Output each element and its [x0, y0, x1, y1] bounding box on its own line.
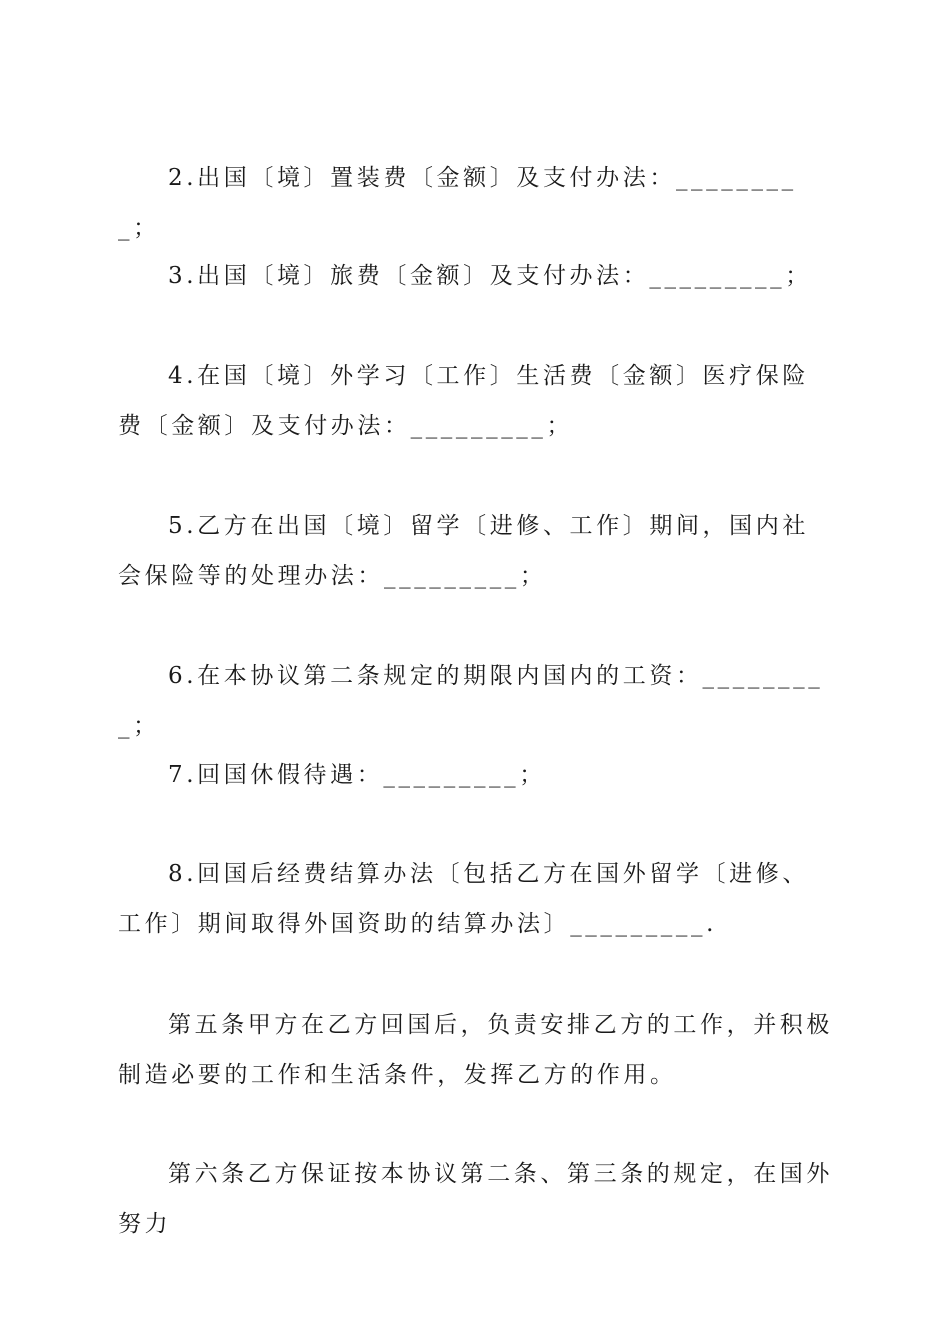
- paragraph-article-5: 第五条甲方在乙方回国后，负责安排乙方的工作，并积极制造必要的工作和生活条件，发挥乙方的作用。: [118, 1012, 833, 1088]
- paragraph-item-2-outfitting-fee: 2.出国〔境〕置装费〔金额〕及支付办法：_________；: [118, 165, 797, 241]
- paragraph-article-6: 第六条乙方保证按本协议第二条、第三条的规定，在国外努力: [118, 1161, 833, 1237]
- paragraph-item-4-living-expenses: 4.在国〔境〕外学习〔工作〕生活费〔金额〕医疗保险费〔金额〕及支付办法：_________；: [118, 363, 809, 439]
- paragraph-item-8-expense-settlement: 8.回国后经费结算办法〔包括乙方在国外留学〔进修、工作〕期间取得外国资助的结算办法〕_________.: [118, 861, 809, 937]
- paragraph-item-7-home-leave: 7.回国休假待遇：_________；: [168, 762, 546, 788]
- paragraph-item-5-social-insurance: 5.乙方在出国〔境〕留学〔进修、工作〕期间，国内社会保险等的处理办法：_________；: [118, 513, 809, 589]
- paragraph-item-6-domestic-salary: 6.在本协议第二条规定的期限内国内的工资：_________；: [118, 663, 824, 739]
- paragraph-item-3-travel-fee: 3.出国〔境〕旅费〔金额〕及支付办法：_________；: [168, 263, 812, 289]
